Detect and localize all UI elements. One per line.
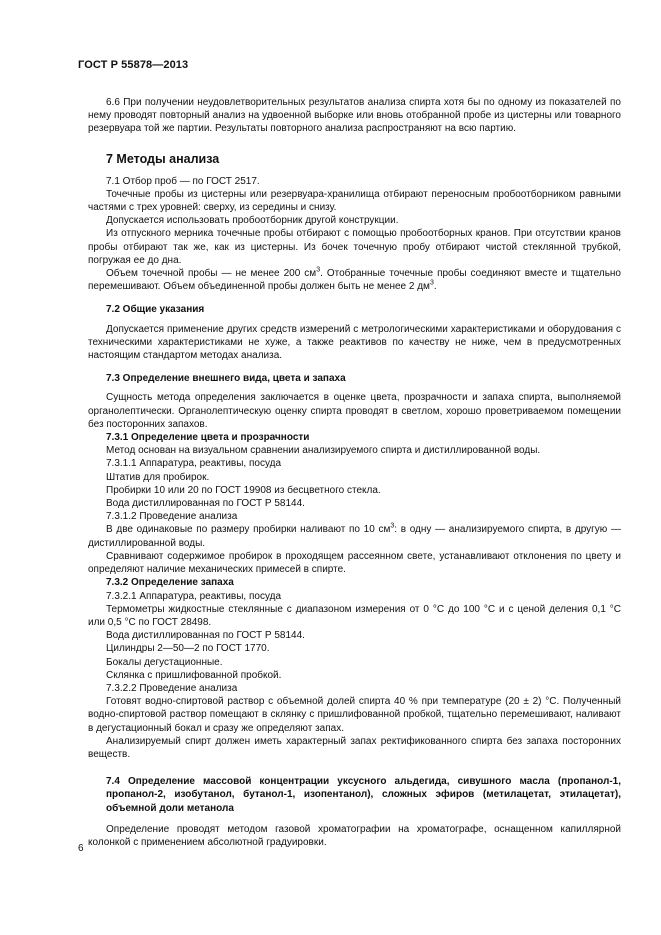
superscript: 3 <box>390 523 395 531</box>
paragraph-7-1: 7.1 Отбор проб — по ГОСТ 2517. <box>106 175 260 187</box>
item-water: Вода дистиллированная по ГОСТ Р 58144. <box>106 498 305 510</box>
heading-7-3-2-1: 7.3.2.1 Аппаратура, реактивы, посуда <box>106 590 282 602</box>
paragraph-7-3-2-2-prepare: Готовят водно-спиртовой раствор с объемной долей спирта 40 % при температуре (20 ± 2) °C. Полученный водно-спиртовой раствор помещают в склянку с пришлифованной пробкой, тщательно перемешивают, наливают в дегустационный бокал и сразу же определяют запах. <box>88 696 621 734</box>
paragraph-7-1-cranes: Из отпускного мерника точечные пробы отбирают с помощью пробоотборных кранов. При отсутствии кранов пробы отбирают так же, как из цистерны. Из бочек точечную пробу отбирают чистой стеклянной трубкой, погружая ее до дна. <box>88 228 621 266</box>
item-rack: Штатив для пробирок. <box>106 471 210 483</box>
paragraph-7-3-2-2-odor: Анализируемый спирт должен иметь характерный запах ректификованного спирта без запаха посторонних веществ. <box>88 735 621 760</box>
paragraph-7-3-1-2-pour <box>88 523 621 549</box>
item-thermometers: Термометры жидкостные стеклянные с диапазоном измерения от 0 °C до 100 °C и с ценой деления 0,1 °C или 0,5 °C по ГОСТ 28498. <box>88 603 621 628</box>
paragraph-6-6: 6.6 При получении неудовлетворительных результатов анализа спирта хотя бы по одному из показателей по нему проводят повторный анализ на удвоенной выборке или вновь отобранной пробе из цистерны или товарного резервуара той же партии. Результаты повторного анализа распространяют на всю партию. <box>88 97 621 135</box>
item-cylinders: Цилиндры 2—50—2 по ГОСТ 1770. <box>106 643 270 655</box>
superscript: 3 <box>429 279 434 287</box>
paragraph-7-1-sampling: Точечные пробы из цистерны или резервуара-хранилища отбирают переносным пробоотборником равными частями с трех уровней: сверху, из середины и снизу. <box>88 188 621 214</box>
paragraph-7-3: Сущность метода определения заключается в оценке цвета, прозрачности и запаха спирта, выполняемой органолептически. Органолептическую оценку спирта проводят в светлом, хорошо проветриваемом помещении без посторонних запахов. <box>88 392 621 430</box>
heading-7-3-2-2: 7.3.2.2 Проведение анализа <box>106 682 238 694</box>
paragraph-7-3-1: Метод основан на визуальном сравнении анализируемого спирта и дистиллированной воды. <box>106 445 541 457</box>
pour-text-b: : в одну — анализируемого спирта, в другую — дистиллированной воды. <box>88 524 621 549</box>
item-tubes: Пробирки 10 или 20 по ГОСТ 19908 из бесцветного стекла. <box>106 484 381 496</box>
paragraph-7-1-volume <box>88 267 621 293</box>
section-7-4-title: 7.4 Определение массовой концентрации уксусного альдегида, сивушного масла (пропанол-1, пропанол-2, изобутанол, бутанол-1, изопентанол), сложных эфиров (метилацетат, этилацетат), объемной доли метанола <box>106 776 621 814</box>
superscript: 3 <box>316 266 321 274</box>
volume-text-b: . Отобранные точечные пробы соединяют вместе и тщательно перемешивают. Объем объединенной пробы должен быть не менее 2 дм <box>88 268 621 293</box>
paragraph-7-4: Определение проводят методом газовой хроматографии на хроматографе, оснащенном капиллярной колонкой с применением абсолютной градуировки. <box>88 823 621 848</box>
document-header: ГОСТ Р 55878—2013 <box>78 59 189 71</box>
section-7-3-title: 7.3 Определение внешнего вида, цвета и запаха <box>106 373 346 385</box>
heading-7-3-1-2: 7.3.1.2 Проведение анализа <box>106 511 238 523</box>
heading-7-3-1-1: 7.3.1.1 Аппаратура, реактивы, посуда <box>106 458 282 470</box>
paragraph-7-1-alt-sampler: Допускается использовать пробоотборник другой конструкции. <box>106 215 399 227</box>
page-number: 6 <box>78 843 84 854</box>
item-water-2: Вода дистиллированная по ГОСТ Р 58144. <box>106 630 305 642</box>
paragraph-7-2: Допускается применение других средств измерений с метрологическими характеристиками и оборудования с техническими характеристиками не хуже, а также реактивов по качеству не ниже, чем в предусмотренных настоящим стандартом методах анализа. <box>88 323 621 362</box>
volume-text-a: Объем точечной пробы — не менее 200 см <box>106 268 317 280</box>
section-7-2-title: 7.2 Общие указания <box>106 304 205 316</box>
section-7-3-2-title: 7.3.2 Определение запаха <box>106 577 234 589</box>
document-body <box>88 96 621 849</box>
pour-text-a: В две одинаковые по размеру пробирки наливают по 10 см <box>106 524 391 536</box>
item-glasses: Бокалы дегустационные. <box>106 656 223 668</box>
item-flask: Склянка с пришлифованной пробкой. <box>106 669 282 681</box>
volume-text-c: . <box>433 281 437 293</box>
section-7-3-1-title: 7.3.1 Определение цвета и прозрачности <box>106 432 310 444</box>
section-7-title: 7 Методы анализа <box>106 151 220 166</box>
paragraph-7-3-1-2-compare: Сравнивают содержимое пробирок в проходящем рассеянном свете, устанавливают отклонения по цвету и определяют наличие механических примесей в спирте. <box>88 550 621 576</box>
